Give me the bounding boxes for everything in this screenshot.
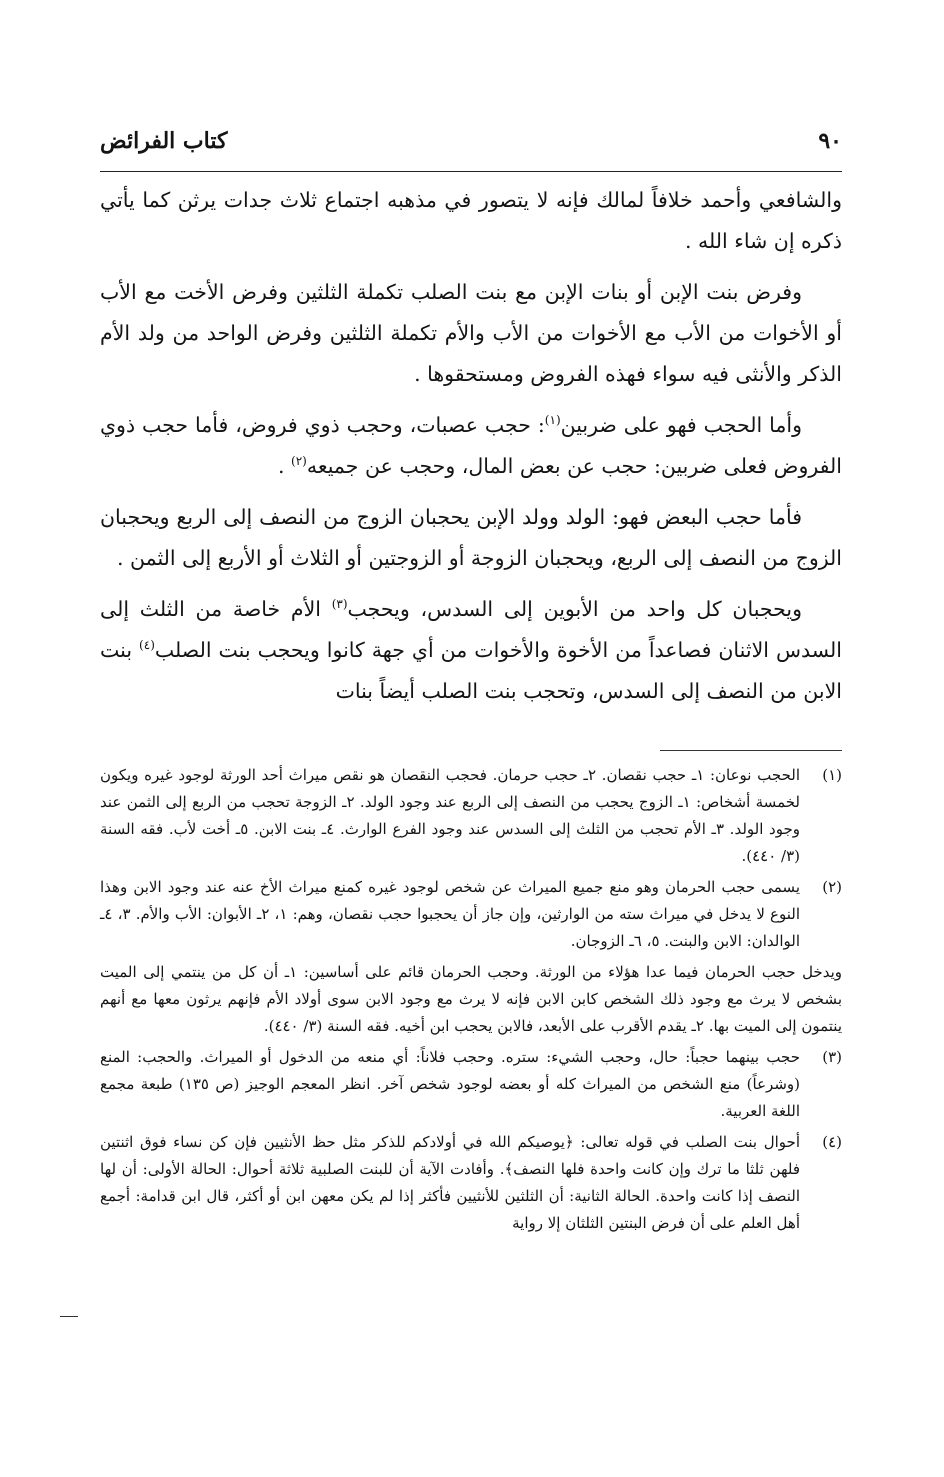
paragraph-4 xyxy=(100,497,842,579)
footnote-4 xyxy=(100,1129,842,1237)
footnote-3 xyxy=(100,1044,842,1125)
footnote-number: (١) xyxy=(822,766,842,784)
header-rule xyxy=(100,171,842,172)
footnote-text: يسمى حجب الحرمان وهو منع جميع الميراث عن شخص لوجود غيره كمنع ميراث الأخ عنه عند وجود الابن وهذا النوع لا يدخل في ميراث سته من الوارثين، وإن جاز أن يحجبوا حجب نقصان، وهم: ١، ٢ـ الأبوان: الأب والأم. ٣، ٤ـ الوالدان: الابن والبنت. ٥، ٦ـ الزوجان. xyxy=(100,878,801,950)
footnote-2 xyxy=(100,874,842,955)
footnote-2-continuation: ويدخل حجب الحرمان فيما عدا هؤلاء من الورثة. وحجب الحرمان قائم على أساسين: ١ـ أن كل من ينتمي إلى الميت بشخص لا يرث مع وجود ذلك الشخص كابن الابن فإنه لا يرث مع وجود الابن سوى أولاد الأم فإنهم يرثون معها مع أنهم ينتمون إلى الميت بها. ٢ـ يقدم الأقرب على الأبعد، فالابن يحجب ابن أخيه. فقه السنة (٣/ ٤٤٠). xyxy=(100,963,843,1035)
paragraph-text: وأما الحجب فهو على ضربين xyxy=(560,413,802,437)
footnote-separator xyxy=(660,750,842,751)
footnote-number: (٤) xyxy=(822,1133,842,1151)
footnote-1 xyxy=(100,762,842,870)
paragraph-text: فأما حجب البعض فهو: الولد وولد الإبن يحجبان الزوج من النصف إلى الربع ويحجبان الزوج من النصف إلى الربع، ويحجبان الزوجة أو الزوجتين أو الثلاث أو الأربع إلى الثمن . xyxy=(100,505,842,570)
paragraph-text: ويحجبان كل واحد من الأبوين إلى السدس، ويحجب xyxy=(347,597,802,621)
paragraph-2 xyxy=(100,272,842,395)
running-title: كتاب الفرائض xyxy=(100,128,228,154)
page-header xyxy=(100,128,842,172)
footnote-ref-4[interactable]: (٤) xyxy=(139,638,155,653)
footnote-ref-1[interactable]: (١) xyxy=(544,413,561,428)
footnote-text: حجب بينهما حجباً: حال، وحجب الشيء: ستره. وحجب فلاناً: أي منعه من الدخول أو الميراث. والحجب: المنع (وشرعاً) منع الشخص من الميراث كله أو بعضه لوجود شخص آخر. انظر المعجم الوجيز (ص ١٣٥) طبعة مجمع اللغة العربية. xyxy=(100,1048,800,1120)
paragraph-text: والشافعي وأحمد خلافاً لمالك فإنه لا يتصور في مذهبه اجتماع ثلاث جدات يرثن كما يأتي ذكره إن شاء الله . xyxy=(100,188,842,253)
paragraph-5 xyxy=(100,589,842,712)
paragraph-1 xyxy=(100,180,842,262)
footnote-number: (٢) xyxy=(822,878,842,896)
paragraph-text: : حجب عصبات، وحجب ذوي فروض، فأما حجب ذوي الفروض فعلى ضربين: حجب عن بعض المال، وحجب عن جميعه xyxy=(100,413,842,478)
margin-mark xyxy=(60,1316,78,1317)
footnote-text: أحوال بنت الصلب في قوله تعالى: ﴿يوصيكم الله في أولادكم للذكر مثل حظ الأنثيين فإن كن نساء فوق اثنتين فلهن ثلثا ما ترك وإن كانت واحدة فلها النصف﴾. وأفادت الآية أن للبنت الصلبية ثلاثة أحوال: الحالة الأولى: أن لها النصف إذا كانت واحدة. الحالة الثانية: أن الثلثين للأنثيين فأكثر إذا لم يكن معهن ابن أو أكثر، قال ابن قدامة: أجمع أهل العلم على أن فرض البنتين الثلثان إلا رواية xyxy=(100,1133,800,1232)
footnote-number: (٣) xyxy=(822,1048,842,1066)
footnote-ref-3[interactable]: (٣) xyxy=(331,597,348,612)
paragraph-3 xyxy=(100,405,842,487)
paragraph-text: بنت الابن من النصف إلى السدس، وتحجب بنت الصلب أيضاً بنات xyxy=(100,638,842,703)
page-number: ٩٠ xyxy=(818,128,842,154)
footnotes xyxy=(100,762,842,1241)
footnote-ref-2[interactable]: (٢) xyxy=(291,454,307,469)
paragraph-text: الأم خاصة من الثلث إلى السدس الاثنان فصاعداً من الأخوة والأخوات من أي جهة كانوا ويحجب بنت الصلب xyxy=(100,597,842,662)
main-text xyxy=(100,180,842,722)
paragraph-text: وفرض بنت الإبن أو بنات الإبن مع بنت الصلب تكملة الثلثين وفرض الأخت مع الأب أو الأخوات من الأب مع الأخوات من الأب والأم تكملة الثلثين وفرض الواحد من ولد الأم الذكر والأنثى فيه سواء فهذه الفروض ومستحقوها . xyxy=(100,280,842,386)
footnote-text: الحجب نوعان: ١ـ حجب نقصان. ٢ـ حجب حرمان. فحجب النقصان هو نقص ميراث أحد الورثة لوجود غيره ويكون لخمسة أشخاص: ١ـ الزوج يحجب من النصف إلى الربع عند وجود الولد. ٢ـ الزوجة تحجب من الربع إلى الثمن عند وجود الولد. ٣ـ الأم تحجب من الثلث إلى السدس عند وجود الفرع الوارث. ٤ـ بنت الابن. ٥ـ أخت لأب. فقه السنة (٣/ ٤٤٠). xyxy=(100,766,800,865)
paragraph-text: . xyxy=(277,454,292,478)
